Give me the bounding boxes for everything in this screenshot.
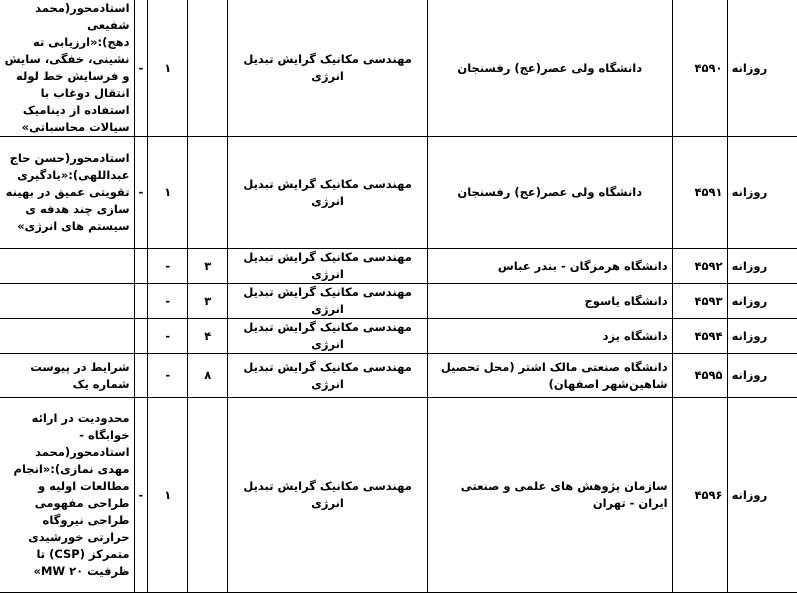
table-row (0, 249, 797, 284)
frequency-cell: روزانه (727, 0, 797, 137)
frequency-cell: روزانه (727, 354, 797, 398)
capacity2-cell: ۱ (148, 137, 188, 249)
frequency-cell: روزانه (727, 319, 797, 354)
notes-cell (0, 319, 134, 354)
frequency-cell: روزانه (727, 137, 797, 249)
code-cell: ۴۵۹۱ (672, 137, 727, 249)
capacity2-cell: - (148, 249, 188, 284)
code-cell: ۴۵۹۴ (672, 319, 727, 354)
dash-cell (134, 249, 148, 284)
dash-cell: - (134, 398, 148, 593)
table-row (0, 398, 797, 593)
capacity-cell (188, 398, 228, 593)
notes-cell: استادمحور(حسن حاج عبداللهی):«یادگیری تقویتی عمیق در بهینه سازی چند هدفه ی سیستم های انرژی» (0, 137, 134, 249)
notes-cell: استادمحور(محمد شفیعی دهج):«ارزیابی ته نشینی، خفگی، سایش و فرسایش خط لوله انتقال دوغاب با استفاده از دینامیک سیالات محاسباتی» (0, 0, 134, 137)
university-cell: دانشگاه هرمزگان - بندر عباس (427, 249, 672, 284)
code-cell: ۴۵۹۵ (672, 354, 727, 398)
code-cell: ۴۵۹۰ (672, 0, 727, 137)
university-cell: دانشگاه صنعتی مالک اشتر (محل تحصیل شاهین‌شهر اصفهان) (427, 354, 672, 398)
capacity-cell (188, 0, 228, 137)
university-cell: دانشگاه ولی عصر(عج) رفسنجان (427, 137, 672, 249)
capacity2-cell: ۱ (148, 0, 188, 137)
capacity-cell: ۳ (188, 249, 228, 284)
notes-cell: محدودیت در ارائه خوابگاه - استادمحور(محمد مهدی نمازی):«انجام مطالعات اولیه و طراحی مفهومی طراحی نیروگاه حرارتی خورشیدی متمرکز (CSP) تا ظرفیت MW ۲۰» (0, 398, 134, 593)
capacity-cell: ۴ (188, 319, 228, 354)
university-cell: دانشگاه ولی عصر(عج) رفسنجان (427, 0, 672, 137)
frequency-cell: روزانه (727, 398, 797, 593)
capacity-cell: ۳ (188, 284, 228, 319)
notes-cell (0, 284, 134, 319)
capacity2-cell: - (148, 284, 188, 319)
code-cell: ۴۵۹۶ (672, 398, 727, 593)
capacity2-cell: - (148, 319, 188, 354)
university-cell: دانشگاه یاسوج (427, 284, 672, 319)
university-cell: دانشگاه یزد (427, 319, 672, 354)
dash-cell (134, 319, 148, 354)
frequency-cell: روزانه (727, 249, 797, 284)
university-cell: سازمان پژوهش های علمی و صنعتی ایران - تهران (427, 398, 672, 593)
frequency-cell: روزانه (727, 284, 797, 319)
table-row (0, 0, 797, 137)
notes-cell: شرایط در پیوست شماره یک (0, 354, 134, 398)
notes-cell (0, 249, 134, 284)
dash-cell: - (134, 0, 148, 137)
capacity-cell (188, 137, 228, 249)
code-cell: ۴۵۹۲ (672, 249, 727, 284)
field-cell: مهندسی مکانیک گرایش تبدیل انرژی (228, 249, 428, 284)
table-row (0, 137, 797, 249)
capacity-cell: ۸ (188, 354, 228, 398)
dash-cell (134, 354, 148, 398)
dash-cell: - (134, 137, 148, 249)
field-cell: مهندسی مکانیک گرایش تبدیل انرژی (228, 398, 428, 593)
code-cell: ۴۵۹۳ (672, 284, 727, 319)
capacity2-cell: - (148, 354, 188, 398)
dash-cell (134, 284, 148, 319)
field-cell: مهندسی مکانیک گرایش تبدیل انرژی (228, 284, 428, 319)
field-cell: مهندسی مکانیک گرایش تبدیل انرژی (228, 354, 428, 398)
field-cell: مهندسی مکانیک گرایش تبدیل انرژی (228, 137, 428, 249)
capacity2-cell: ۱ (148, 398, 188, 593)
table-row (0, 284, 797, 319)
field-cell: مهندسی مکانیک گرایش تبدیل انرژی (228, 0, 428, 137)
field-cell: مهندسی مکانیک گرایش تبدیل انرژی (228, 319, 428, 354)
table-row (0, 319, 797, 354)
table-row (0, 354, 797, 398)
